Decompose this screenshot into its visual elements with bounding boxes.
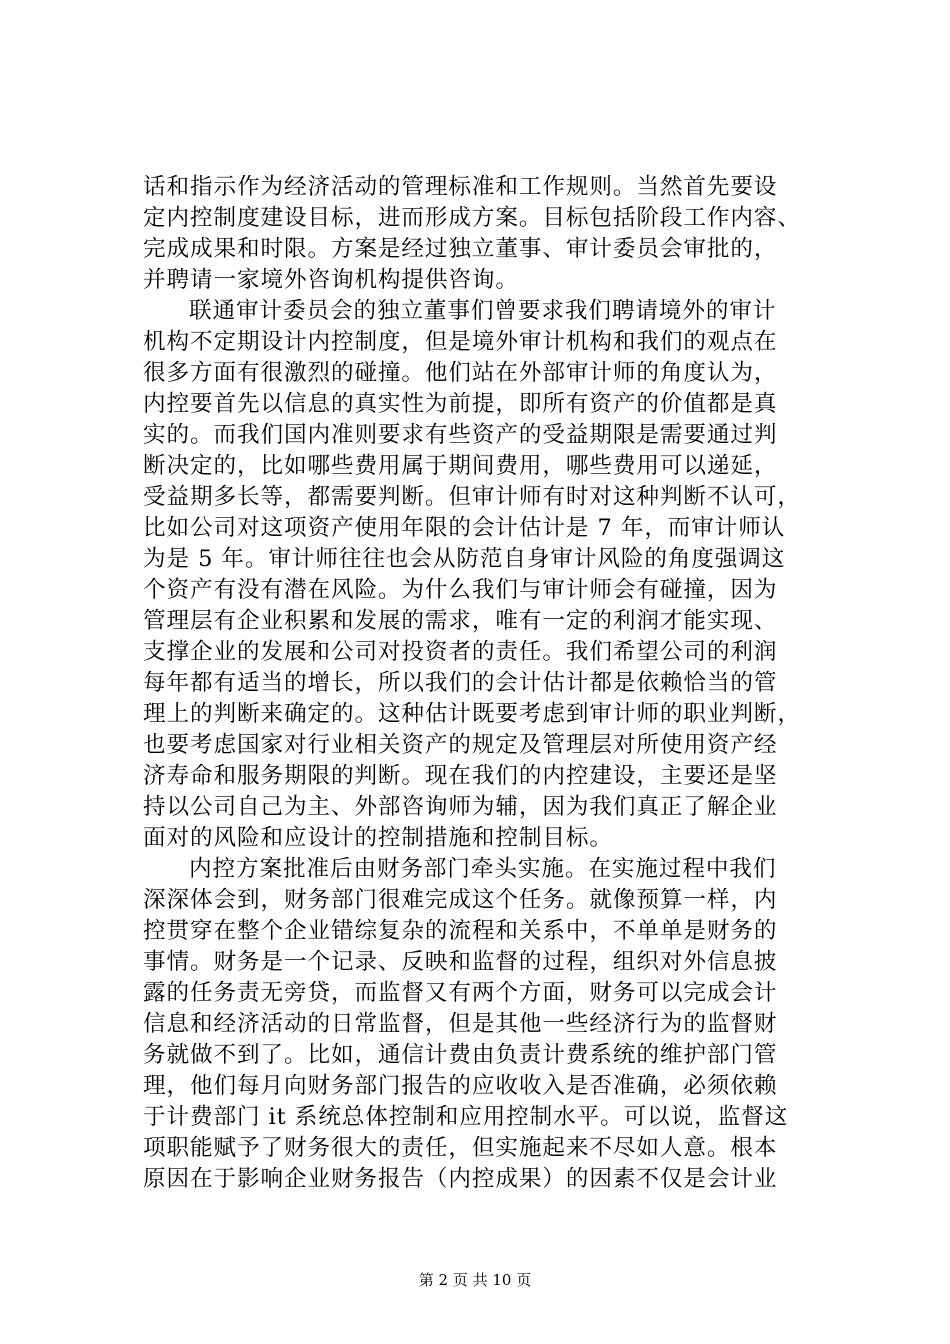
text-line-13: 为是 5 年。审计师往往也会从防范自身审计风险的角度强调这 — [143, 546, 786, 572]
text-line-10: 断决定的，比如哪些费用属于期间费用，哪些费用可以递延， — [143, 453, 778, 479]
body-text — [143, 172, 833, 1195]
text-line-19: 也要考虑国家对行业相关资产的规定及管理层对所使用资产经 — [143, 732, 778, 758]
text-line-21: 持以公司自己为主、外部咨询师为辅，因为我们真正了解企业 — [143, 794, 778, 820]
text-line-20: 济寿命和服务期限的判断。现在我们的内控建设，主要还是坚 — [143, 763, 778, 789]
text-line-5: 联通审计委员会的独立董事们曾要求我们聘请境外的审计 — [189, 298, 777, 324]
text-line-3: 完成成果和时限。方案是经过独立董事、审计委员会审批的， — [143, 236, 778, 262]
text-line-1: 话和指示作为经济活动的管理标准和工作规则。当然首先要设 — [143, 174, 778, 200]
text-line-23: 内控方案批准后由财务部门牵头实施。在实施过程中我们 — [189, 856, 777, 882]
text-line-27: 露的任务责无旁贷，而监督又有两个方面，财务可以完成会计 — [143, 980, 778, 1006]
text-line-15: 管理层有企业积累和发展的需求，唯有一定的利润才能实现、 — [143, 608, 778, 634]
text-line-18: 理上的判断来确定的。这种估计既要考虑到审计师的职业判断， — [143, 701, 801, 727]
text-line-22: 面对的风险和应设计的控制措施和控制目标。 — [143, 825, 613, 851]
text-line-4: 并聘请一家境外咨询机构提供咨询。 — [143, 267, 519, 293]
text-line-16: 支撑企业的发展和公司对投资者的责任。我们希望公司的利润 — [143, 639, 778, 665]
page-number-footer: 第 2 页 共 10 页 — [418, 1271, 532, 1289]
text-line-33: 原因在于影响企业财务报告（内控成果）的因素不仅是会计业 — [143, 1166, 778, 1192]
text-line-2: 定内控制度建设目标，进而形成方案。目标包括阶段工作内容、 — [143, 205, 801, 231]
text-line-12: 比如公司对这项资产使用年限的会计估计是 7 年，而审计师认 — [143, 515, 786, 541]
text-line-14: 个资产有没有潜在风险。为什么我们与审计师会有碰撞，因为 — [143, 577, 778, 603]
text-line-30: 理，他们每月向财务部门报告的应收收入是否准确，必须依赖 — [143, 1073, 778, 1099]
text-line-11: 受益期多长等，都需要判断。但审计师有时对这种判断不认可， — [143, 484, 801, 510]
text-line-29: 务就做不到了。比如，通信计费由负责计费系统的维护部门管 — [143, 1042, 778, 1068]
text-line-8: 内控要首先以信息的真实性为前提，即所有资产的价值都是真 — [143, 391, 778, 417]
text-line-7: 很多方面有很激烈的碰撞。他们站在外部审计师的角度认为， — [143, 360, 778, 386]
text-line-6: 机构不定期设计内控制度，但是境外审计机构和我们的观点在 — [143, 329, 778, 355]
text-line-26: 事情。财务是一个记录、反映和监督的过程，组织对外信息披 — [143, 949, 778, 975]
text-line-24: 深深体会到，财务部门很难完成这个任务。就像预算一样，内 — [143, 887, 778, 913]
text-line-32: 项职能赋予了财务很大的责任，但实施起来不尽如人意。根本 — [143, 1135, 778, 1161]
text-line-9: 实的。而我们国内准则要求有些资产的受益期限是需要通过判 — [143, 422, 778, 448]
text-line-25: 控贯穿在整个企业错综复杂的流程和关系中，不单单是财务的 — [143, 918, 778, 944]
text-line-17: 每年都有适当的增长，所以我们的会计估计都是依赖恰当的管 — [143, 670, 778, 696]
text-line-28: 信息和经济活动的日常监督，但是其他一些经济行为的监督财 — [143, 1011, 778, 1037]
text-line-31: 于计费部门 it 系统总体控制和应用控制水平。可以说，监督这 — [143, 1104, 789, 1130]
